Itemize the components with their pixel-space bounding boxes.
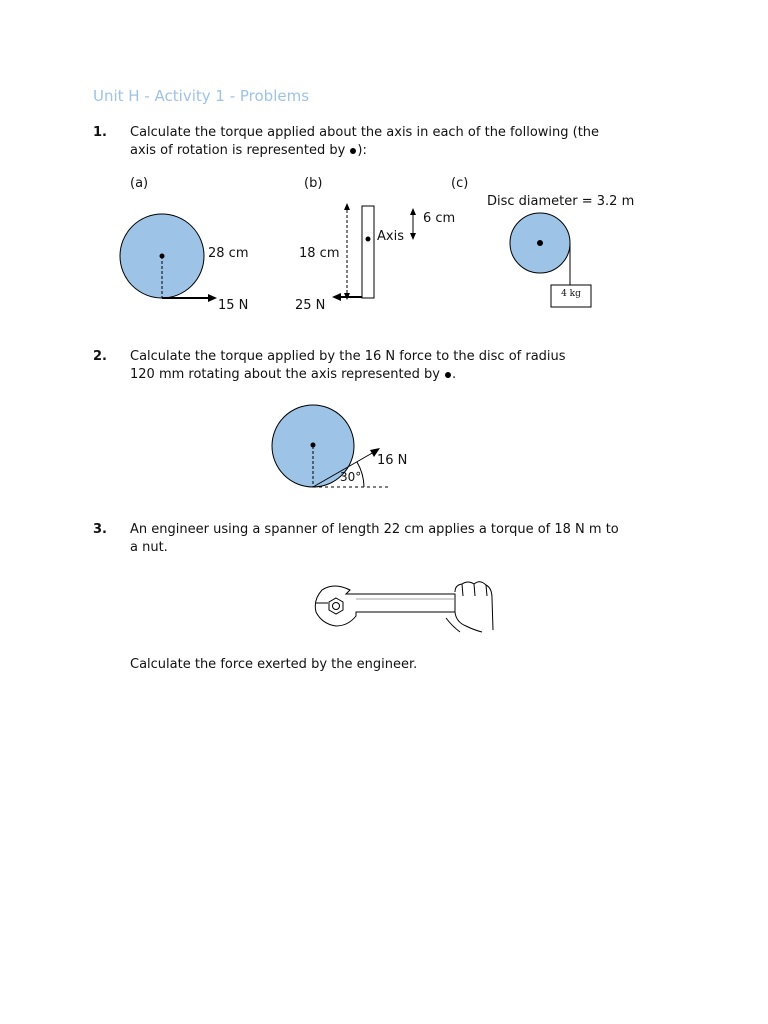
axis-label-b: Axis [377,229,404,244]
radius-label-a: 28 cm [208,246,249,261]
force-label-a: 15 N [218,298,249,313]
question-2-line-1: Calculate the torque applied by the 16 N force to the disc of radius [130,349,566,364]
offset-label-b: 6 cm [423,211,456,226]
question-2-line-2b: . [452,367,457,382]
question-2-number: 2. [93,349,107,364]
diagram-a-label: (a) [130,176,149,191]
force-label-q2: 16 N [377,453,408,468]
diameter-label-c: Disc diameter = 3.2 m [487,194,635,209]
question-1-number: 1. [93,125,107,140]
angle-label-q2: 30° [340,470,362,484]
question-1-line-2a: axis of rotation is represented by [130,143,350,158]
question-1-line-1: Calculate the torque applied about the axis in each of the following (the [130,125,600,140]
question-3-line-2: a nut. [130,540,168,555]
question-3-number: 3. [93,522,107,537]
force-label-b: 25 N [295,298,326,313]
mass-label-c: 4 kg [561,289,581,299]
question-3-prompt: Calculate the force exerted by the engineer. [130,657,418,672]
spanner-icon [315,586,455,626]
question-1-line-2b: ): [357,143,367,158]
question-3-line-1: An engineer using a spanner of length 22 cm applies a torque of 18 N m to [130,522,619,537]
diagram-c-label: (c) [451,176,469,191]
diagram-b-label: (b) [304,176,323,191]
page-title: Unit H - Activity 1 - Problems [93,87,310,105]
length-label-b: 18 cm [299,246,340,261]
question-2-line-2a: 120 mm rotating about the axis represented by [130,367,445,382]
